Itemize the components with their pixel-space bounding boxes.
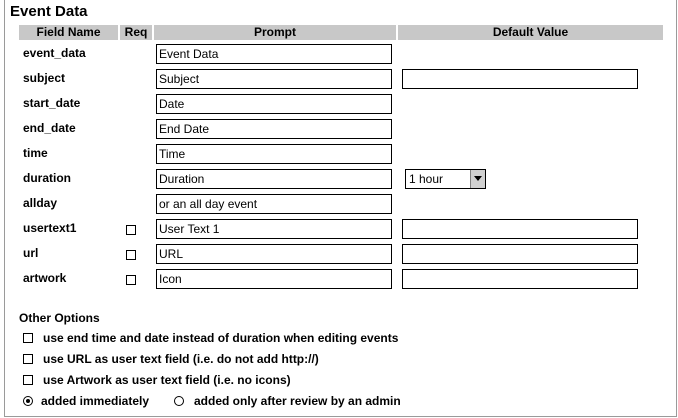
- default-input-artwork[interactable]: [402, 269, 638, 289]
- header-field-name: Field Name: [19, 25, 118, 40]
- prompt-input-usertext1[interactable]: [156, 219, 392, 239]
- table-row: [0, 67, 678, 92]
- radio-added-immediately[interactable]: [23, 396, 33, 406]
- prompt-input-artwork[interactable]: [156, 269, 392, 289]
- prompt-input-start-date[interactable]: [156, 94, 392, 114]
- field-name: url: [23, 246, 39, 260]
- prompt-input-url[interactable]: [156, 244, 392, 264]
- option-label: use Artwork as user text field (i.e. no icons): [43, 373, 291, 387]
- chevron-down-icon[interactable]: [470, 170, 485, 188]
- prompt-input-allday[interactable]: [156, 194, 392, 214]
- prompt-input-event-data[interactable]: [156, 44, 392, 64]
- table-row: [0, 92, 678, 117]
- header-default-value: Default Value: [398, 25, 663, 40]
- approval-radio-group: [23, 393, 663, 411]
- field-name: duration: [23, 171, 71, 185]
- field-name: start_date: [23, 96, 81, 110]
- option-checkbox[interactable]: [23, 333, 33, 343]
- field-name: end_date: [23, 121, 76, 135]
- section-title: Event Data: [10, 3, 88, 20]
- table-row: [0, 192, 678, 217]
- field-name: time: [23, 146, 48, 160]
- req-checkbox-url[interactable]: [126, 250, 136, 260]
- other-options-title: Other Options: [19, 311, 100, 325]
- option-label: use end time and date instead of duration when editing events: [43, 331, 399, 345]
- header-req: Req: [120, 25, 152, 40]
- table-row: [0, 267, 678, 292]
- default-input-subject[interactable]: [402, 69, 638, 89]
- duration-select-value: 1 hour: [409, 172, 444, 186]
- default-input-usertext1[interactable]: [402, 219, 638, 239]
- option-checkbox[interactable]: [23, 375, 33, 385]
- radio-review-by-admin[interactable]: [174, 396, 184, 406]
- table-row: [0, 42, 678, 67]
- req-checkbox-artwork[interactable]: [126, 275, 136, 285]
- default-input-url[interactable]: [402, 244, 638, 264]
- option-label: use URL as user text field (i.e. do not add http://): [43, 352, 319, 366]
- field-name: allday: [23, 196, 58, 210]
- req-checkbox-usertext1[interactable]: [126, 225, 136, 235]
- radio-label: added only after review by an admin: [194, 394, 401, 408]
- prompt-input-subject[interactable]: [156, 69, 392, 89]
- prompt-input-time[interactable]: [156, 144, 392, 164]
- field-name: subject: [23, 71, 66, 85]
- header-prompt: Prompt: [154, 25, 396, 40]
- table-row: [0, 242, 678, 267]
- duration-select[interactable]: [405, 169, 486, 189]
- field-name: artwork: [23, 271, 67, 285]
- option-checkbox[interactable]: [23, 354, 33, 364]
- prompt-input-duration[interactable]: [156, 169, 392, 189]
- radio-label: added immediately: [41, 394, 150, 408]
- prompt-input-end-date[interactable]: [156, 119, 392, 139]
- table-row: [0, 167, 678, 192]
- table-row: [0, 217, 678, 242]
- table-row: [0, 142, 678, 167]
- field-name: usertext1: [23, 221, 77, 235]
- field-name: event_data: [23, 46, 86, 60]
- table-row: [0, 117, 678, 142]
